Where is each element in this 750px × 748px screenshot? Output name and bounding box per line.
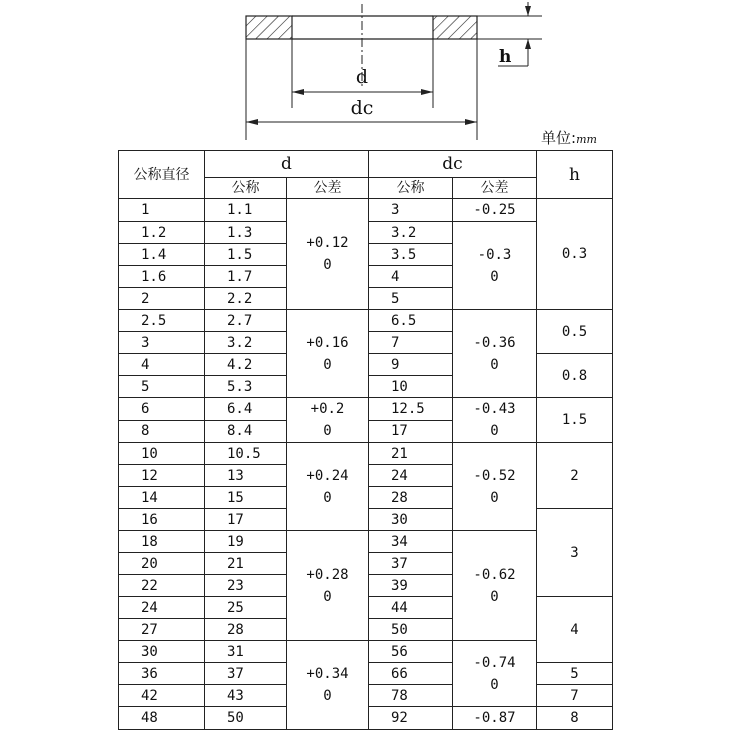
cell-nominal-size: 2.5 <box>119 310 205 332</box>
header-h: h <box>537 151 613 199</box>
cell-d-nominal: 1.3 <box>205 222 287 244</box>
cell-dc-nominal: 9 <box>369 354 453 376</box>
cell-nominal-size: 24 <box>119 597 205 619</box>
cell-dc-tolerance <box>453 222 537 310</box>
cell-d-tolerance-lower: 0 <box>323 588 332 605</box>
cell-d-nominal: 2.2 <box>205 288 287 310</box>
cell-d-tolerance-upper: +0.34 <box>306 666 349 682</box>
cell-dc-tolerance <box>453 398 537 443</box>
cell-dc-nominal: 50 <box>369 619 453 641</box>
cell-d-nominal: 1.1 <box>205 199 287 222</box>
cell-nominal-size: 2 <box>119 288 205 310</box>
cell-d-nominal: 6.4 <box>205 398 287 421</box>
cell-dc-tolerance-upper: -0.25 <box>473 202 516 218</box>
cell-nominal-size: 18 <box>119 531 205 553</box>
cell-d-tolerance-lower: 0 <box>323 489 332 506</box>
cell-nominal-size: 5 <box>119 376 205 398</box>
cell-d-nominal: 25 <box>205 597 287 619</box>
cell-dc-nominal: 3 <box>369 199 453 222</box>
cell-dc-tolerance <box>453 310 537 398</box>
cell-dc-nominal: 6.5 <box>369 310 453 332</box>
cell-d-tolerance-upper: +0.24 <box>306 467 349 484</box>
cell-d-tolerance-lower: 0 <box>323 423 332 439</box>
cell-d-nominal: 10.5 <box>205 443 287 465</box>
cell-nominal-size: 1.6 <box>119 266 205 288</box>
cell-nominal-size: 48 <box>119 707 205 730</box>
cell-dc-nominal: 17 <box>369 420 453 443</box>
cell-dc-nominal: 34 <box>369 531 453 553</box>
cell-d-nominal: 23 <box>205 575 287 597</box>
cell-d-nominal: 1.7 <box>205 266 287 288</box>
cell-d-tolerance <box>287 310 369 398</box>
cell-d-tolerance-upper: +0.16 <box>306 334 349 351</box>
cell-d-nominal: 3.2 <box>205 332 287 354</box>
cell-dc-tolerance-upper: -0.52 <box>473 467 516 484</box>
cell-nominal-size: 1 <box>119 199 205 222</box>
table-row <box>119 310 613 332</box>
cell-dc-tolerance-upper: -0.87 <box>473 710 516 726</box>
cell-dc-nominal: 44 <box>369 597 453 619</box>
label-d: d <box>355 66 369 88</box>
cell-nominal-size: 22 <box>119 575 205 597</box>
cell-dc-tolerance-lower: 0 <box>490 489 499 506</box>
header-d-nominal: 公称 <box>205 178 287 199</box>
cell-d-tolerance <box>287 531 369 641</box>
cell-h: 1.5 <box>537 398 613 443</box>
cell-dc-tolerance-upper: -0.62 <box>473 566 516 583</box>
cell-nominal-size: 8 <box>119 420 205 443</box>
cell-dc-tolerance-lower: 0 <box>490 356 499 373</box>
cell-d-tolerance-upper: +0.28 <box>306 566 349 583</box>
cell-dc-nominal: 12.5 <box>369 398 453 421</box>
cell-d-nominal: 13 <box>205 465 287 487</box>
cell-dc-nominal: 39 <box>369 575 453 597</box>
cell-dc-tolerance <box>453 707 537 730</box>
cell-nominal-size: 10 <box>119 443 205 465</box>
cell-dc-nominal: 7 <box>369 332 453 354</box>
cell-dc-tolerance-upper: -0.3 <box>477 246 512 263</box>
cell-d-nominal: 5.3 <box>205 376 287 398</box>
header-nominal-diameter: 公称直径 <box>119 151 205 199</box>
cell-dc-tolerance-upper: -0.36 <box>473 334 516 351</box>
cell-d-tolerance-upper: +0.12 <box>306 235 349 251</box>
cell-d-nominal: 21 <box>205 553 287 575</box>
cell-nominal-size: 6 <box>119 398 205 421</box>
cell-d-nominal: 1.5 <box>205 244 287 266</box>
cell-d-nominal: 19 <box>205 531 287 553</box>
table-row <box>119 398 613 421</box>
label-h: h <box>499 47 512 67</box>
cell-nominal-size: 1.4 <box>119 244 205 266</box>
header-d: d <box>205 151 369 178</box>
cell-dc-nominal: 28 <box>369 487 453 509</box>
cell-nominal-size: 30 <box>119 641 205 663</box>
cell-d-tolerance <box>287 443 369 531</box>
dimension-dc <box>246 97 477 125</box>
cell-nominal-size: 20 <box>119 553 205 575</box>
cell-h: 0.3 <box>537 199 613 310</box>
cell-dc-tolerance-upper: -0.43 <box>473 401 516 417</box>
cell-dc-tolerance-upper: -0.74 <box>473 654 516 671</box>
cell-dc-tolerance-lower: 0 <box>490 676 499 693</box>
cell-dc-tolerance <box>453 199 537 222</box>
cell-d-nominal: 8.4 <box>205 420 287 443</box>
cell-d-tolerance-lower: 0 <box>323 688 332 704</box>
cell-dc-tolerance-lower: 0 <box>490 268 499 285</box>
cell-h: 2 <box>537 443 613 509</box>
unit-label <box>541 129 597 149</box>
cell-d-nominal: 37 <box>205 663 287 685</box>
cell-d-tolerance-lower: 0 <box>323 257 332 273</box>
cell-h: 7 <box>537 685 613 707</box>
cell-d-tolerance <box>287 641 369 730</box>
cell-dc-nominal: 66 <box>369 663 453 685</box>
cell-dc-tolerance <box>453 443 537 531</box>
cell-dc-nominal: 78 <box>369 685 453 707</box>
cell-dc-nominal: 24 <box>369 465 453 487</box>
cell-dc-tolerance-lower: 0 <box>490 588 499 605</box>
header-d-tolerance: 公差 <box>287 178 369 199</box>
cell-d-nominal: 4.2 <box>205 354 287 376</box>
dimension-h <box>498 2 531 67</box>
cell-nominal-size: 42 <box>119 685 205 707</box>
cell-d-nominal: 43 <box>205 685 287 707</box>
unit-value: mm <box>576 133 597 146</box>
cell-dc-nominal: 5 <box>369 288 453 310</box>
cell-nominal-size: 4 <box>119 354 205 376</box>
cell-nominal-size: 36 <box>119 663 205 685</box>
cell-d-nominal: 28 <box>205 619 287 641</box>
header-dc-tolerance: 公差 <box>453 178 537 199</box>
cell-d-nominal: 50 <box>205 707 287 730</box>
cell-d-tolerance <box>287 398 369 443</box>
table-row <box>119 199 613 222</box>
cell-nominal-size: 3 <box>119 332 205 354</box>
cell-h: 3 <box>537 509 613 597</box>
cell-dc-nominal: 10 <box>369 376 453 398</box>
cell-dc-nominal: 3.2 <box>369 222 453 244</box>
cell-dc-nominal: 4 <box>369 266 453 288</box>
cell-h: 5 <box>537 663 613 685</box>
cell-d-nominal: 31 <box>205 641 287 663</box>
cell-dc-tolerance <box>453 531 537 641</box>
cell-nominal-size: 12 <box>119 465 205 487</box>
cell-dc-nominal: 92 <box>369 707 453 730</box>
cell-d-nominal: 17 <box>205 509 287 531</box>
cell-dc-tolerance-lower: 0 <box>490 423 499 439</box>
cell-dc-tolerance <box>453 641 537 707</box>
table-row <box>119 443 613 465</box>
washer-spec-table <box>118 150 613 730</box>
cell-nominal-size: 27 <box>119 619 205 641</box>
cell-dc-nominal: 56 <box>369 641 453 663</box>
cell-nominal-size: 1.2 <box>119 222 205 244</box>
cell-dc-nominal: 37 <box>369 553 453 575</box>
cell-dc-nominal: 21 <box>369 443 453 465</box>
dimension-d <box>292 66 433 95</box>
cell-d-nominal: 15 <box>205 487 287 509</box>
cell-h: 0.8 <box>537 354 613 398</box>
cell-d-tolerance-lower: 0 <box>323 356 332 373</box>
cell-dc-nominal: 3.5 <box>369 244 453 266</box>
unit-label-text: 单位: <box>541 129 577 147</box>
cell-nominal-size: 16 <box>119 509 205 531</box>
cell-h: 0.5 <box>537 310 613 354</box>
label-dc: dc <box>350 97 374 119</box>
cell-h: 4 <box>537 597 613 663</box>
cell-d-tolerance-upper: +0.2 <box>310 401 345 417</box>
washer-section-drawing <box>0 0 750 150</box>
cell-dc-nominal: 30 <box>369 509 453 531</box>
cell-d-tolerance <box>287 199 369 310</box>
cell-h: 8 <box>537 707 613 730</box>
header-dc-nominal: 公称 <box>369 178 453 199</box>
cell-nominal-size: 14 <box>119 487 205 509</box>
header-dc: dc <box>369 151 537 178</box>
cell-d-nominal: 2.7 <box>205 310 287 332</box>
